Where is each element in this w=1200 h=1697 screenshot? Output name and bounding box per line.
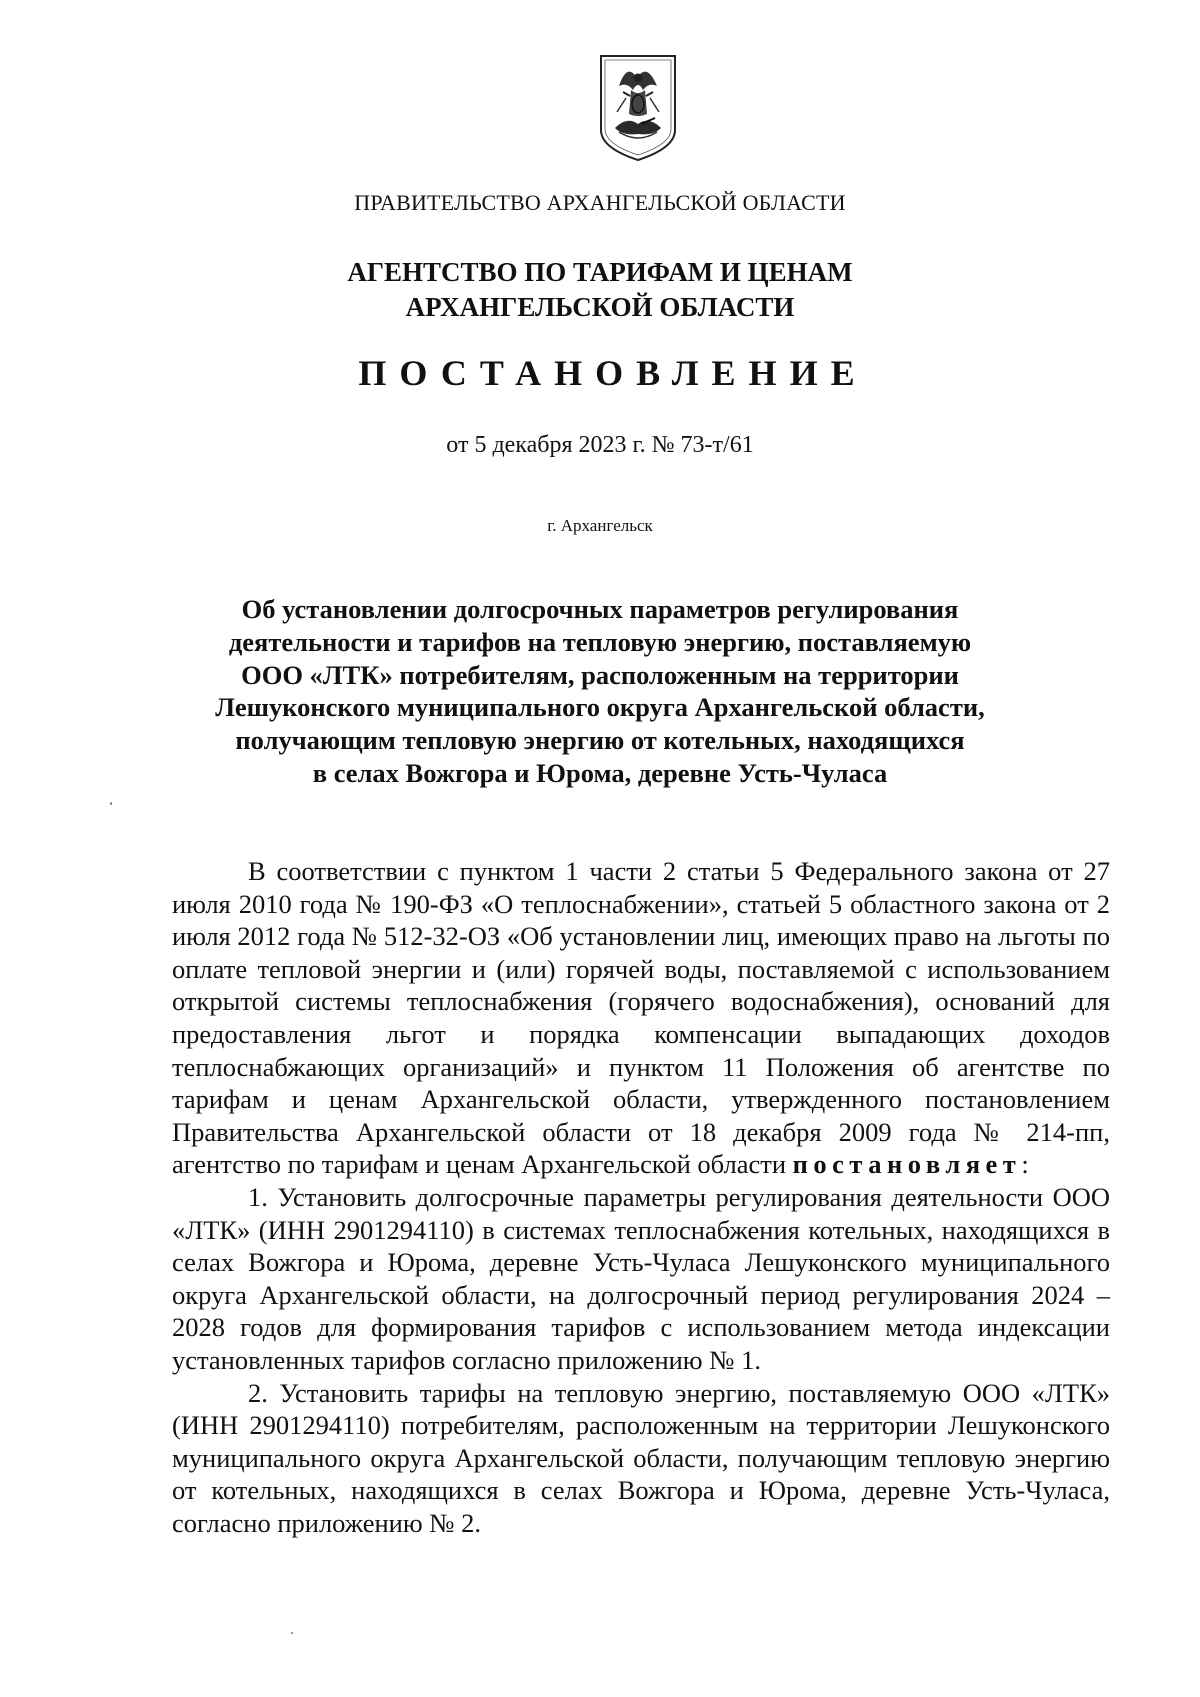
title-line: Об установлении долгосрочных параметров регулирования [241, 594, 959, 624]
title-line: деятельности и тарифов на тепловую энергию, поставляемую [228, 626, 972, 657]
agency-name-line-1: АГЕНТСТВО ПО ТАРИФАМ И ЦЕНАМ [347, 257, 853, 287]
preamble-paragraph [172, 855, 1110, 1181]
agency-name-line-2: АРХАНГЕЛЬСКОЙ ОБЛАСТИ [405, 292, 795, 322]
item-1-paragraph: 1. Установить долгосрочные параметры регулирования деятельности ООО «ЛТК» (ИНН 2901294110) в системах теплоснабжения котельных, находящихся в селах Вожгора и Юрома, деревне Усть-Чуласа Лешуконского муниципального округа Архангельской области, на долгосрочный период регулирования 2024 – 2028 годов для формирования тарифов с использованием метода индексации установленных тарифов согласно приложению № 1. [172, 1181, 1110, 1375]
scan-speck [291, 1632, 293, 1634]
title-line: получающим тепловую энергию от котельных, находящихся [235, 725, 965, 756]
scan-speck [110, 802, 112, 805]
document-type: ПОСТАНОВЛЕНИЕ [358, 353, 868, 393]
document-title [0, 593, 1200, 790]
document-body [172, 855, 1110, 1539]
archangel-coat-of-arms-icon [597, 52, 679, 164]
agency-name [0, 255, 1200, 325]
title-line: ООО «ЛТК» потребителям, расположенным на территории [241, 659, 959, 690]
document-city: г. Архангельск [547, 516, 653, 535]
preamble-text: В соответствии с пунктом 1 части 2 статьи 5 Федерального закона от 27 июля 2010 года № 190-ФЗ «О теплоснабжении», статьей 5 областного закона от 2 июля 2012 года № 512-32-ОЗ «Об установлении лиц, имеющих право на льготы по оплате тепловой энергии и (или) горячей воды, поставляемой с использованием открытой системы теплоснабжения (горячего водоснабжения), оснований для предоставления льгот и порядка компенсации выпадающих доходов теплоснабжающих организаций» и пунктом 11 Положения об агентстве по тарифам и ценам Архангельской области, утвержденного постановлением Правительства Архангельской области от 18 декабря 2009 года № 214-пп, агентство по тарифам и ценам Архангельской области [172, 856, 1110, 1180]
title-line: Лешуконского муниципального округа Архангельской области, [215, 692, 985, 723]
title-line: в селах Вожгора и Юрома, деревне Усть-Чуласа [312, 757, 888, 788]
resolves-colon: : [1021, 1149, 1029, 1180]
government-name: ПРАВИТЕЛЬСТВО АРХАНГЕЛЬСКОЙ ОБЛАСТИ [354, 190, 846, 215]
document-date-number: от 5 декабря 2023 г. № 73-т/61 [446, 432, 754, 458]
resolves-word: постановляет [792, 1149, 1022, 1180]
item-2-paragraph: 2. Установить тарифы на тепловую энергию, поставляемую ООО «ЛТК» (ИНН 2901294110) потребителям, расположенным на территории Лешуконского муниципального округа Архангельской области, получающим тепловую энергию от котельных, находящихся в селах Вожгора и Юрома, деревне Усть-Чуласа, согласно приложению № 2. [172, 1377, 1110, 1538]
